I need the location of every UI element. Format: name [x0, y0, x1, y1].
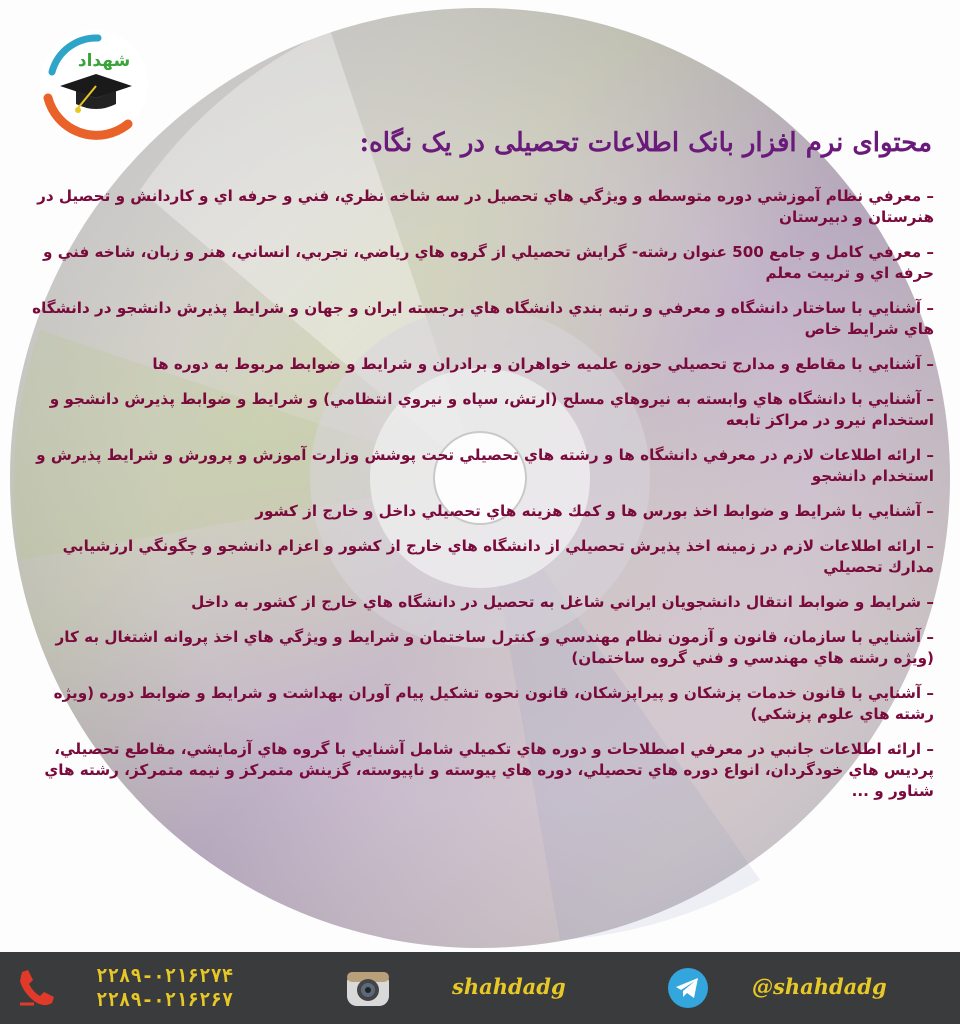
list-item: – آشنايي با شرايط و ضوابط اخذ بورس ها و كمك هزينه هاي تحصيلي داخل و خارج از كشور	[28, 501, 934, 522]
list-item: – آشنايي با قانون خدمات پزشكان و پيراپزشكان، قانون نحوه تشكيل پيام آوران بهداشت و شرايط و ضوابط دوره (ويژه رشته هاي علوم پزشكي)	[28, 683, 934, 725]
telegram-icon	[666, 966, 710, 1010]
list-item: – ارائه اطلاعات لازم در زمينه اخذ پذيرش تحصيلي از دانشگاه هاي خارج از كشور و اعزام دانشجو و چگونگي ارزشيابي مدارك تحصيلي	[28, 536, 934, 578]
list-item: – شرايط و ضوابط انتقال دانشجويان ايراني شاغل به تحصيل در دانشگاه هاي خارج از كشور به داخل	[28, 592, 934, 613]
page-title: محتوای نرم افزار بانک اطلاعات تحصیلی در یک نگاه:	[359, 128, 932, 158]
phone-number-1[interactable]: ٠٢١-٢٢٨٩۶٢٧۴	[96, 965, 234, 987]
list-item: – آشنايي با دانشگاه هاي وابسته به نيروهاي مسلح (ارتش، سپاه و نيروي انتظامي) و شرايط و ضوابط پذيرش دانشجو و استخدام نيرو در مراكز تابعه	[28, 389, 934, 431]
list-item: – آشنايي با مقاطع و مدارج تحصيلي حوزه علميه خواهران و برادران و شرايط و ضوابط مربوط به دوره ها	[28, 354, 934, 375]
list-item: – آشنايي با ساختار دانشگاه و معرفي و رتبه بندي دانشگاه هاي برجسته ايران و جهان و شرايط پذيرش دانشجو در دانشگاه هاي شرايط خاص	[28, 298, 934, 340]
phone-numbers	[96, 964, 233, 1012]
phone-number-2[interactable]: ٠٢١-٢٢٨٩۶٢۶٧	[96, 989, 234, 1011]
telegram-handle[interactable]: @shahdadg	[752, 974, 887, 999]
list-item: – معرفي كامل و جامع 500 عنوان رشته- گرايش تحصيلي از گروه هاي رياضي، تجربي، انساني، هنر و زبان، شاخه فني و حرفه اي و تربيت معلم	[28, 242, 934, 284]
list-item: – آشنايي با سازمان، قانون و آزمون نظام مهندسي و كنترل ساختمان و شرايط و ويژگي هاي اخذ پروانه اشتغال به كار (ويژه رشته هاي مهندسي و فني گروه ساختمان)	[28, 627, 934, 669]
list-item: – معرفي نظام آموزشي دوره متوسطه و ويژگي هاي تحصيل در سه شاخه نظري، فني و حرفه اي و كاردانش و تحصيل در هنرستان و دبيرستان	[28, 186, 934, 228]
contact-footer	[0, 952, 960, 1024]
feature-list	[28, 186, 934, 816]
instagram-handle[interactable]: shahdadg	[452, 974, 566, 999]
list-item: – ارائه اطلاعات لازم در معرفي دانشگاه ها و رشته هاي تحصيلي تحت پوشش وزارت آموزش و پرورش و شرايط پذيرش و استخدام دانشجو	[28, 445, 934, 487]
instagram-camera-icon	[345, 968, 391, 1010]
svg-text:شهداد: شهداد	[77, 51, 131, 71]
list-item: – ارائه اطلاعات جانبي در معرفي اصطلاحات و دوره هاي تكميلي شامل آشنايي با گروه هاي آزمايشي، مقاطع تحصيلي، پرديس هاي خودگردان، انواع دوره هاي تحصيلي، دوره هاي پيوسته و ناپيوسته، گزينش متمركز و نيمه متمركز، رشته هاي شناور و ...	[28, 739, 934, 802]
shahdad-logo	[38, 28, 150, 140]
phone-icon	[14, 966, 58, 1010]
